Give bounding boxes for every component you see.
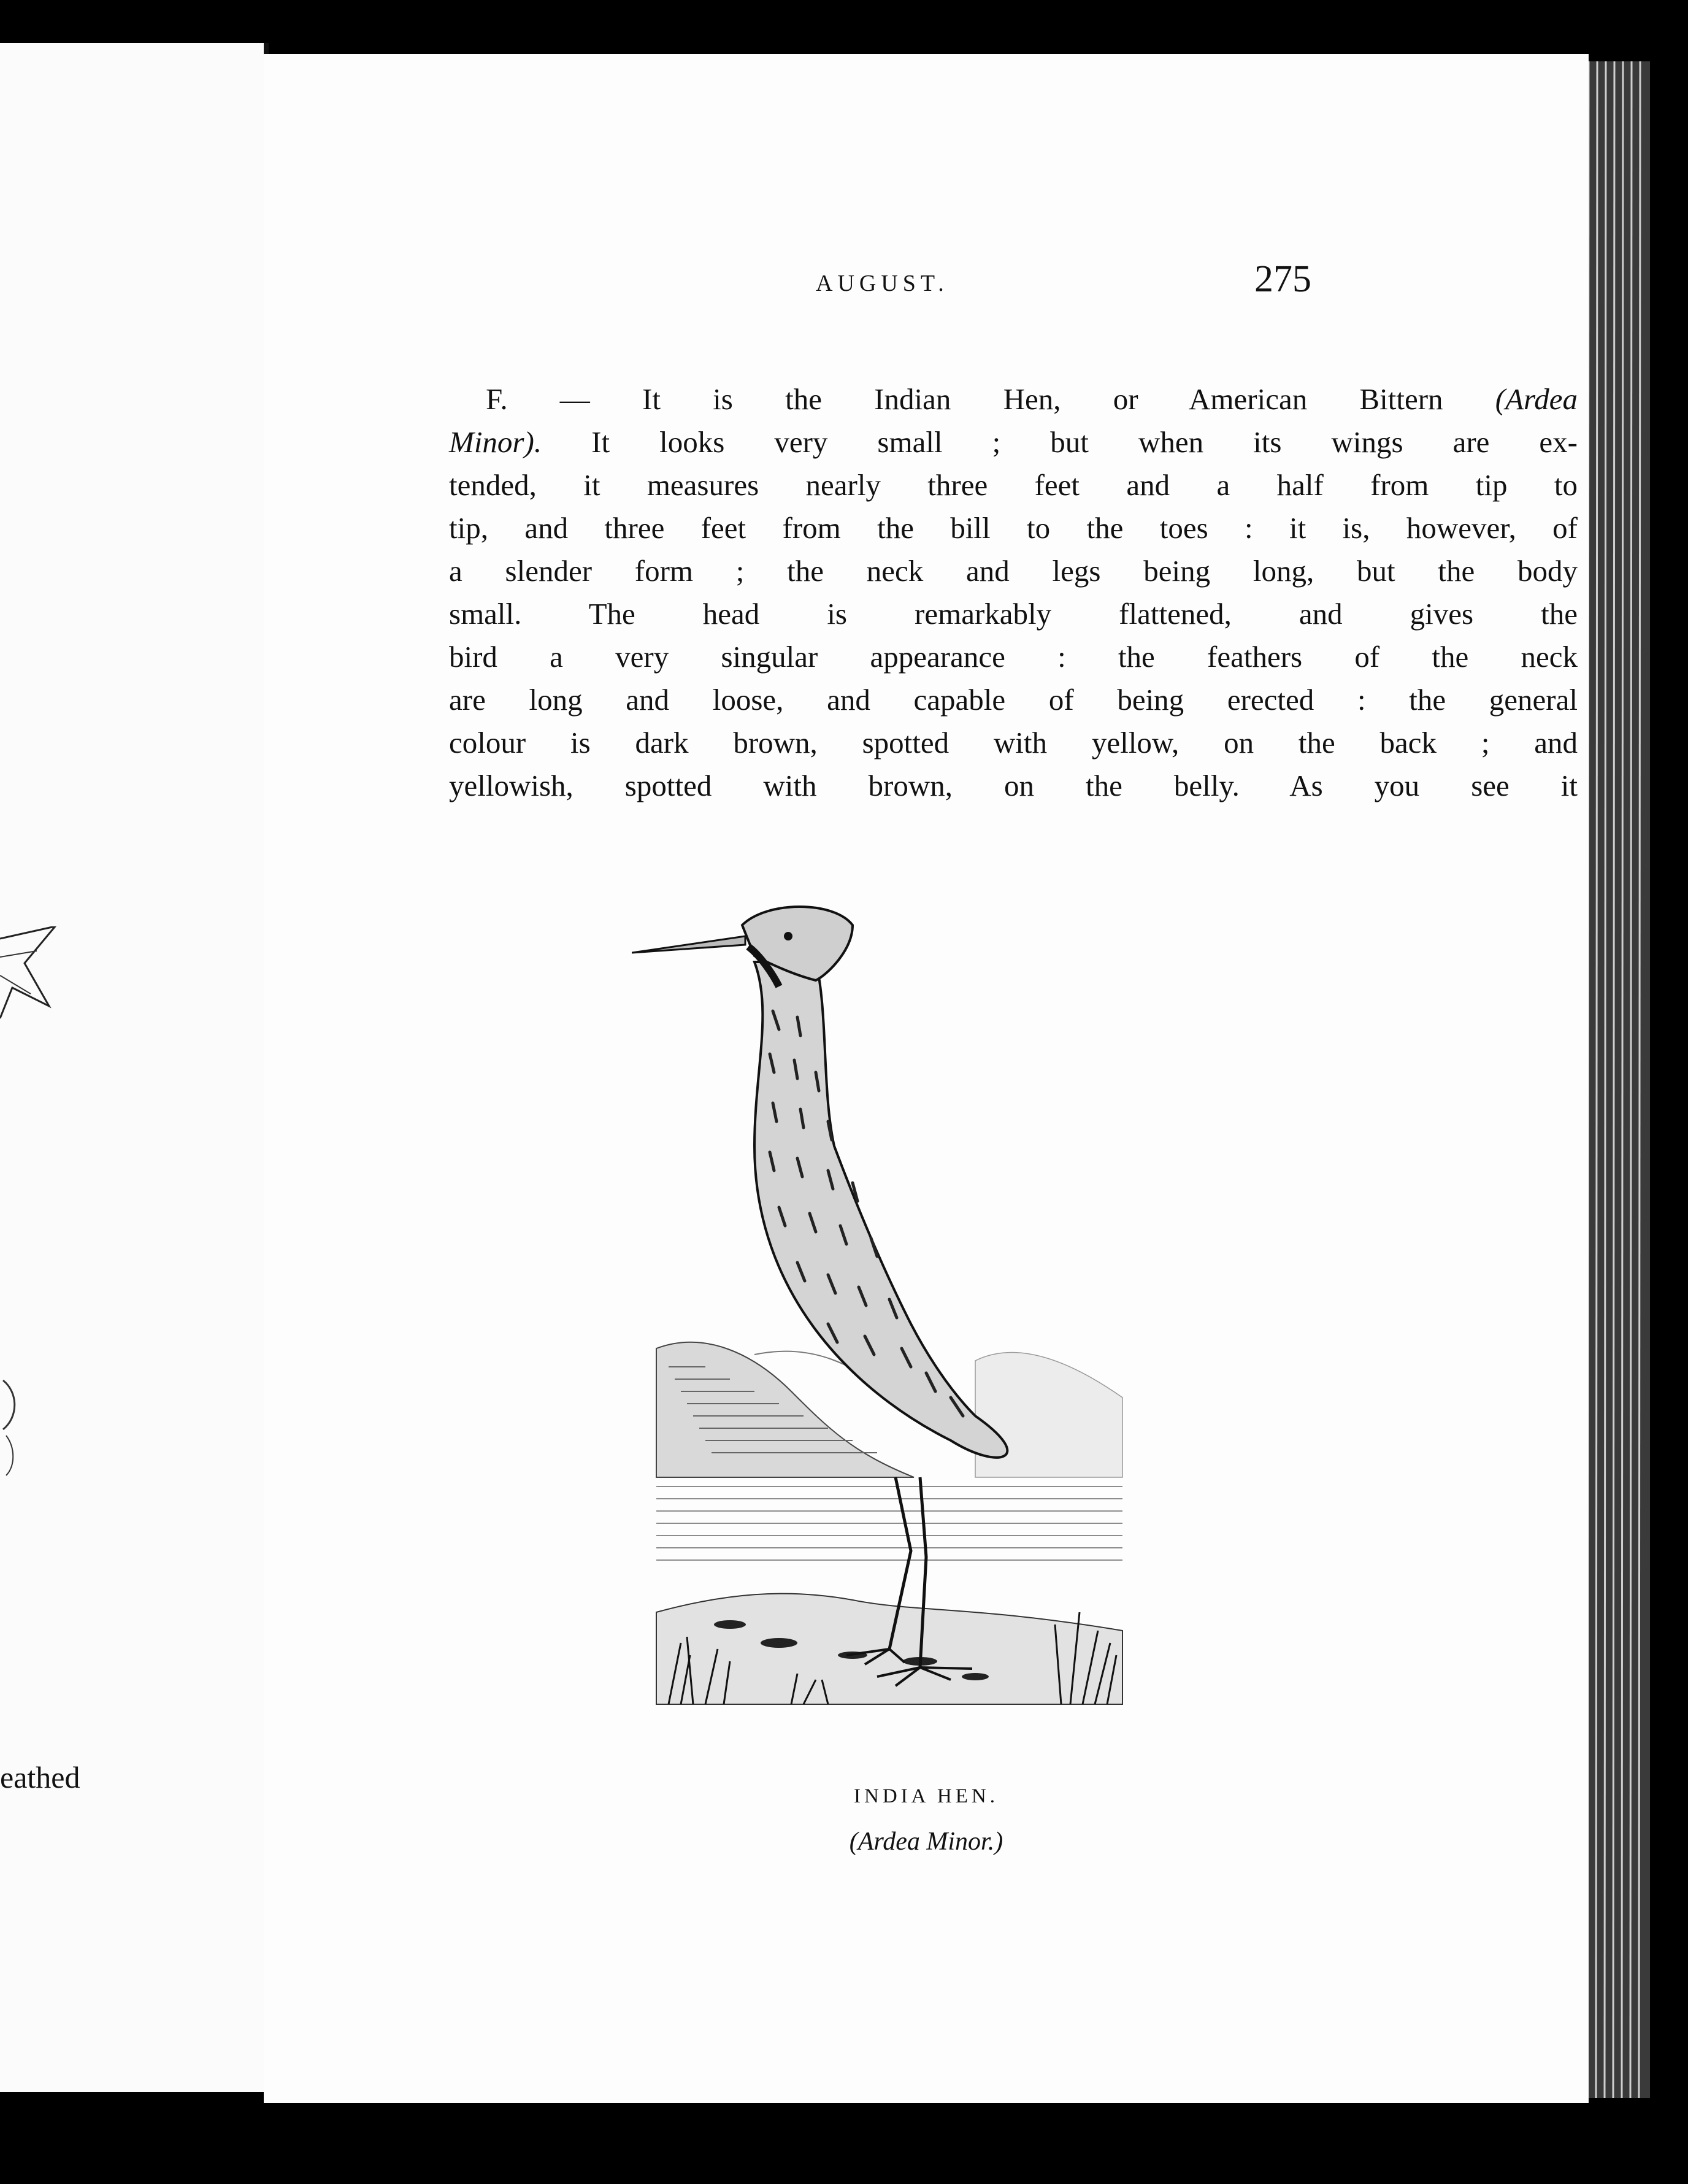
- text-line: [449, 636, 1578, 679]
- text-line: [449, 679, 1578, 721]
- text-segment: yellowish, spotted with brown, on the belly. As you see it: [449, 769, 1578, 802]
- page-edges: [1582, 61, 1650, 2098]
- left-facing-page: [0, 43, 269, 2092]
- text-line: [449, 464, 1578, 507]
- page-number: 275: [1254, 258, 1311, 300]
- text-segment: small. The head is remarkably flattened, and gives the: [449, 597, 1578, 631]
- italic-text-segment: (Ardea: [1495, 382, 1578, 416]
- text-line: [449, 378, 1578, 421]
- text-line: [449, 550, 1578, 593]
- figure-caption-scientific-name: (Ardea Minor.): [849, 1828, 1003, 1856]
- text-segment: tip, and three feet from the bill to the toes : it is, however, of: [449, 511, 1578, 545]
- text-line: [449, 593, 1578, 636]
- text-line: [449, 721, 1578, 764]
- left-page-text-fragment: eathed: [0, 1760, 80, 1794]
- partial-illustration-fragment: [0, 926, 67, 1478]
- text-segment: a slender form ; the neck and legs being long, but the body: [449, 554, 1578, 588]
- text-line: [449, 764, 1578, 807]
- text-segment: bird a very singular appearance : the feathers of the neck: [449, 640, 1578, 674]
- bittern-bird: [632, 907, 1007, 1686]
- text-segment: It looks very small ; but when its wings are ex-: [542, 425, 1578, 459]
- text-segment: F. — It is the Indian Hen, or American Bittern: [486, 382, 1495, 416]
- italic-text-segment: Minor).: [449, 425, 542, 459]
- text-line: [449, 507, 1578, 550]
- running-head-title: AUGUST.: [816, 271, 949, 296]
- india-hen-illustration: [632, 888, 1147, 1735]
- text-line: [449, 421, 1578, 464]
- body-paragraph: [449, 378, 1578, 807]
- figure-caption-title: INDIA HEN.: [854, 1785, 999, 1807]
- book-page: [264, 54, 1589, 2103]
- text-segment: colour is dark brown, spotted with yellow, on the back ; and: [449, 726, 1578, 759]
- text-segment: tended, it measures nearly three feet and a half from tip to: [449, 468, 1578, 502]
- text-segment: are long and loose, and capable of being erected : the general: [449, 683, 1578, 717]
